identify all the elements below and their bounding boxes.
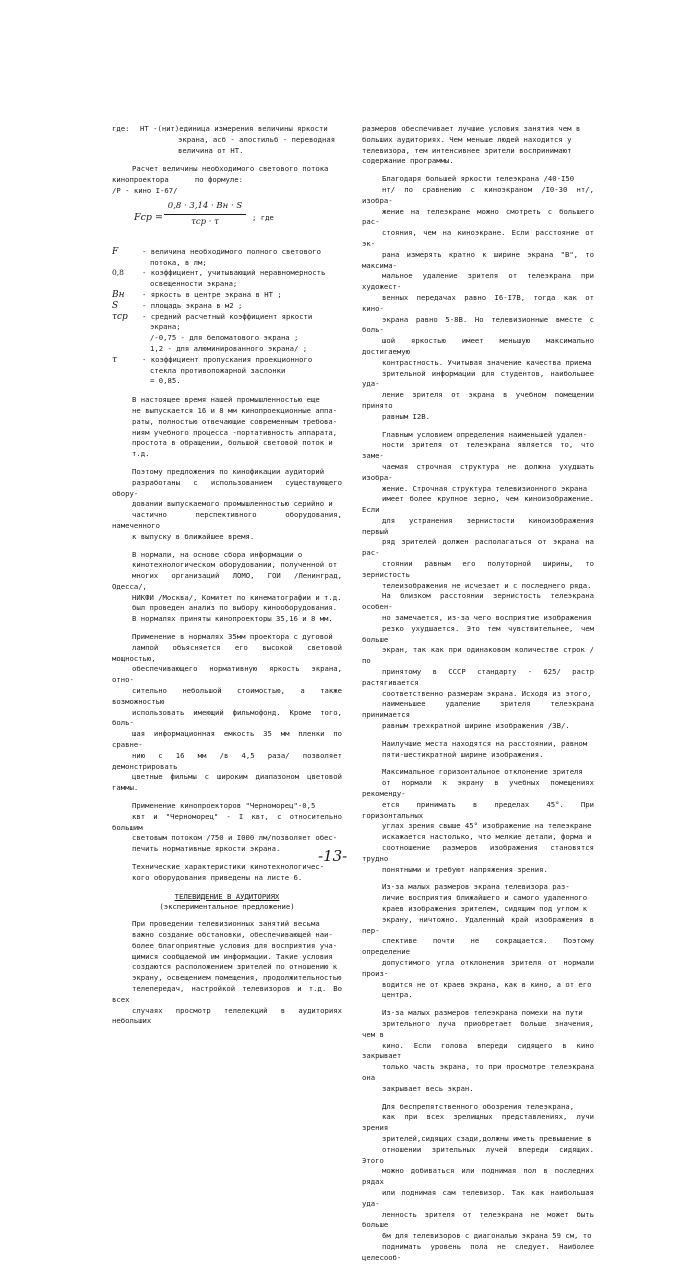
definition-symbol: S <box>112 300 119 311</box>
luminous-flux-formula <box>112 201 342 241</box>
paragraph: Максимальное горизонтальное отклонение зрителя от нормали к экрану в учебных помещениях рекоменду- ется принимать в пределах 45°. При горизонтальных углах зрения свыше 45° изображение на телеэкране искажается настолько, что мелкие детали, форма и соотношение размеров изображения становятся трудно понятными и требуют напряжения зрения. <box>362 767 594 874</box>
paragraph: Поэтому предложения по кинофикации аудиторий разработаны с использованием существующего обору- довании выпускаемого промышленностью серийно и частично перспективного оборудования, намеченного к выпуску в ближайшее время. <box>112 466 342 541</box>
definition-symbol: τ <box>112 354 117 365</box>
text-line: = 0,85. <box>150 376 181 386</box>
paragraph: Для беспрепятственного обозрения телеэкрана, как при всех зрелищных представлениях, лучи зрения зрителей,сидящих сзади,должны иметь превышение в отношении зрительных лучей впереди сидящих. Этого можно добиваться или поднимая пол в последних рядах или поднимая сам телевизор. Так как наибольшая уда- ленность зрителя от телеэкрана не может быть больше 6м для телевизоров с диагональю экрана 59 см, то поднимать уровень пола не следует. Наиболее целесооб- <box>362 1101 594 1262</box>
calc-intro <box>112 164 342 196</box>
text-line: - коэффициент, учитывающий неравномерность <box>142 268 326 278</box>
paragraph: Из-за малых размеров экрана телевизора раз- личие восприятия ближайшего и самого удаленного краев изображения зрителем, сидящим под углом к экрану, ничтожно. Удаленный край изображения в пер- спективе почти не сокращается. Поэтому определение допустимого угла отклонения зрителя от нормали произ- водится не от краев экрана, как в кино, а от его центра. <box>362 882 594 1000</box>
text-line: - площадь экрана в м2 ; <box>142 300 243 310</box>
definition-item <box>112 290 342 301</box>
paragraph: Главным условием определения наименьшей удален- ности зрителя от телеэкрана является то, что заме- чаемая строчная структура не должна ухудшать изобра- жение. Строчная структура телевизионного экрана имеет более крупное зерно, чем киноизображение. Если для устранения зернистости киноизображения первый ряд зрителей должен располагаться от экрана на рас- стоянии равным его полуторной ширины, то зернистость телеизображения не исчезает и с последнего ряда. На близком расстоянии зернистость телеэкрана особен- но замечается, из-за чего восприятие изображения резко ухудшается. Это тем чувствительнее, чем больше экран, так как при одинаковом количестве строк /по принятому в СССР стандарту - 625/ растр растягивается соответственно размерам экрана. Исходя из этого, наименьшее удаление зрителя телеэкрана принимается равным трехкратной ширине изображения /3В/. <box>362 429 594 731</box>
page-number: -13- <box>318 847 348 865</box>
text-line: - коэффициент пропускания проекционного <box>142 354 313 364</box>
text-line: Расчет величины необходимого светового потока <box>132 164 329 174</box>
where-label: где: <box>112 124 130 133</box>
text-line: - яркость в центре экрана в НТ ; <box>142 289 282 299</box>
paragraph: Применение в нормалях 35мм проектора с дуговой лампой объясняется его высокой световой мощностью, обеспечивающего нормативную яркость экрана, отно- сительно небольшой стоимостью, а также возможностью использовать имеющий фильмофонд. Кроме того, боль- шая информационная емкость 35 мм пленки по сравне- нию с 16 мм /в 4,5 раза/ позволяет демонстрировать цветные фильмы с широким диапазоном цветовой гаммы. <box>112 632 342 793</box>
formula-lhs: Fср = <box>134 211 163 223</box>
definition-item <box>112 268 342 290</box>
section-subtitle: (экспериментальное предложение) <box>159 902 295 912</box>
paragraph: Благодаря большей яркости телеэкрана /40-I50 нт/ по сравнению с киноэкраном /I0-30 нт/, изобра- жение на телеэкране можно смотреть с большего рас- стояния, чем на киноэкране. Если расстояние от эк- рана измерять кратно к ширине экрана "В", то максима- мальное удаление зрителя от телеэкрана при художест- венных передачах равно I6-I7В, тогда как от кино- экрана равно 5-8В. Но телевизионные вместе с боль- шой яркостью имеет меньшую максимально достигаемую контрастность. Учитывая значение качества приема зрительной информации для студентов, наибольшее уда- ление зрителя от экрана в учебном помещении принято равным I2В. <box>362 174 594 421</box>
text-line: 1,2 - для алюминированного экрана/ ; <box>150 343 308 353</box>
text-line: экрана, асб - апостильб - переводная <box>178 134 336 144</box>
paragraph: Применение кинопроекторов "Черноморец"-0,5 квт и "Черноморец" - I квт, с относительно большим световым потоком /750 и I000 лм/позволяет обес- печить нормативные яркости экрана. <box>112 801 342 854</box>
definition-item <box>112 312 342 334</box>
formula-suffix: ; где <box>252 212 274 222</box>
paragraph: размеров обеспечивает лучшие условия занятия чем в больших аудиториях. Чем меньше людей находится у телевизора, тем интенсивнее зрители воспринимают содержание программы. <box>362 124 581 166</box>
text-line: - средний расчетный коэффициент яркости <box>142 311 313 321</box>
right-column <box>362 124 594 1270</box>
definition-item <box>112 355 342 387</box>
definition-symbol: F <box>112 246 119 257</box>
section-title: ТЕЛЕВИДЕНИЕ В АУДИТОРИЯХ <box>174 891 280 901</box>
text-line: потока, в лм; <box>150 257 207 267</box>
text-line: экрана; <box>150 322 181 332</box>
paragraph: Из-за малых размеров телеэкрана помехи на пути зрительного луча приобретает больше значения, чем в кино. Если голова впереди сидящего в кино закрывает только часть экрана, то при просмотре телеэкрана она закрывает весь экран. <box>362 1008 594 1093</box>
definition-symbol: Вн <box>112 289 125 300</box>
formula-numerator: 0,8 · 3,14 · Вн · S <box>164 201 246 215</box>
paragraph: При проведении телевизионных занятий весьма важно создание обстановки, обеспечивающей наи- более благоприятные условия для восприятия уча- щимися сообщаемой им информации. Такие условия создаются расположением зрителей по отношению к экрану, освещением помещения, продолжительностью телепередач, настройкой телевизоров и т.д. Во всех случаях просмотр телелекций в аудиториях небольших <box>112 919 342 1026</box>
paragraph: Технические характеристики кинотехнологичес- кого оборудования приведены на листе 6. <box>132 862 325 882</box>
definition-symbol: 0,8 <box>112 268 124 278</box>
paragraph: В настоящее время нашей промышленностью еще не выпускается 16 и 8 мм кинопроекционные аппа- раты, полностью отвечающие современным требова- ниям учебного процесса -портативность аппарата, простота в обращении, большой световой поток и т.д. <box>132 395 338 459</box>
formula-denominator: τср · τ <box>191 216 219 227</box>
formula-definitions <box>112 247 342 387</box>
text-line: величина от НТ. <box>178 145 244 155</box>
paragraph: Наилучшие места находятся на расстоянии, равном пяти-шестикратной ширине изображения. <box>382 738 588 759</box>
left-column <box>112 124 342 1034</box>
text-line: НТ -(нит)единица измерения величины яркости <box>140 124 328 133</box>
text-line: освещенности экрана; <box>150 279 238 289</box>
text-line: /Р - кино I-67/ <box>112 185 178 195</box>
text-line: стекла противопожарной заслонки <box>150 365 286 375</box>
text-line: кинопроектора по формуле: <box>112 175 243 185</box>
units-note <box>112 124 342 156</box>
formula-fraction <box>164 201 246 228</box>
paragraph: В нормали, на основе сбора информации о кинотехнологическом оборудовании, полученной от многих организаций ЛОМО, ГОИ /Ленинград, Одесса/, НИКФИ /Москва/, Комитет по кинематографии и т.д. был проведен анализ по выбору кинооборудования. В нормалях приняты кинопроекторы 35,16 и 8 мм. <box>112 549 342 624</box>
definition-item <box>112 301 342 312</box>
definition-item <box>112 247 342 269</box>
text-line: /-0,75 - для беломатового экрана ; <box>150 333 299 343</box>
definition-symbol: τср <box>112 311 128 322</box>
text-line: - величина необходимого полного светового <box>142 246 321 256</box>
